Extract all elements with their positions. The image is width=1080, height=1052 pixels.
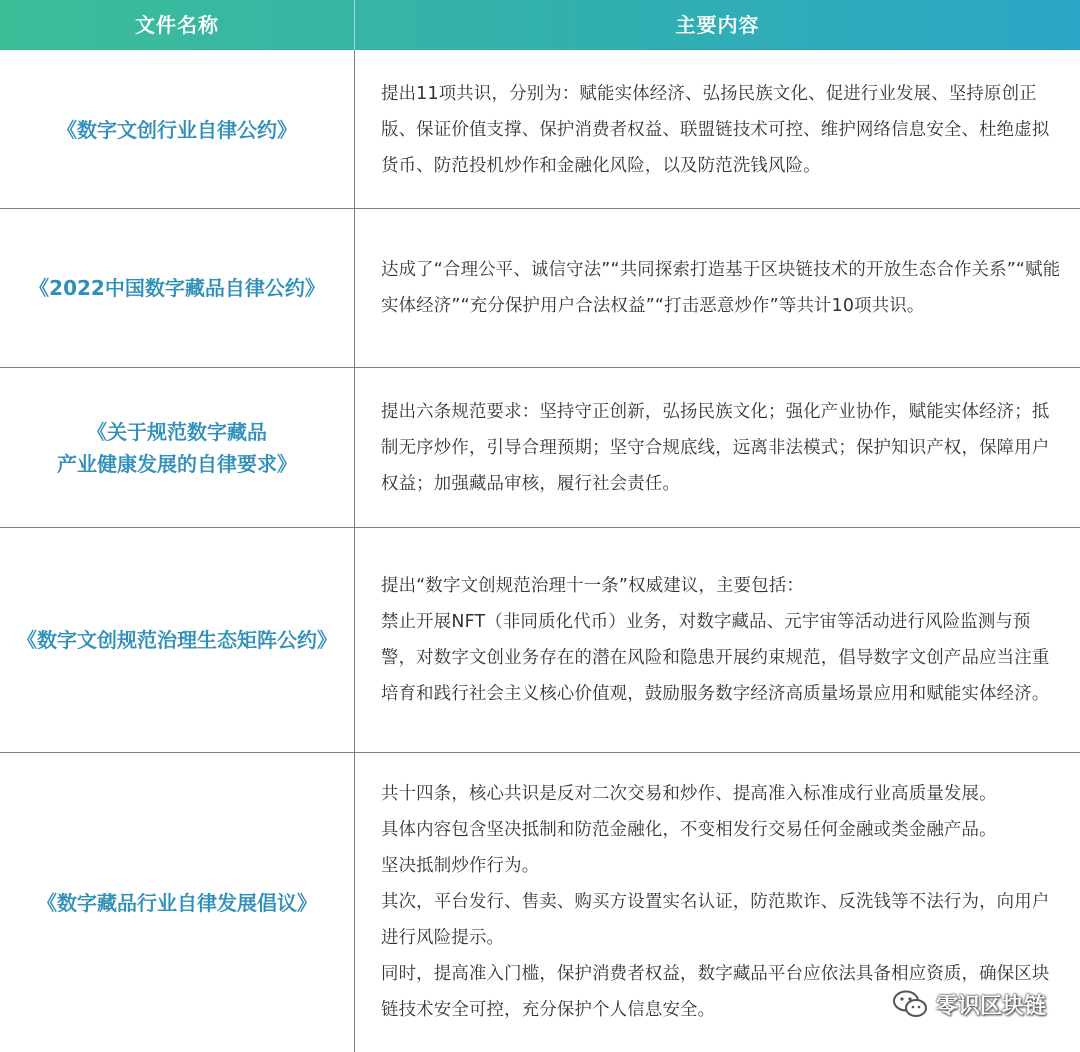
content-paragraph: 其次，平台发行、售卖、购买方设置实名认证，防范欺诈、反洗钱等不法行为，向用户进行风险提示。 bbox=[381, 892, 1050, 948]
content-paragraph: 提出六条规范要求：坚持守正创新，弘扬民族文化；强化产业协作，赋能实体经济；抵制无序炒作，引导合理预期；坚守合规底线，远离非法模式；保护知识产权，保障用户权益；加强藏品审核，履行社会责任。 bbox=[381, 401, 1050, 494]
table-row-name bbox=[0, 51, 354, 208]
watermark-text: 零识区块链 bbox=[935, 993, 1046, 1019]
content-paragraph: 提出11项共识，分别为：赋能实体经济、弘扬民族文化、促进行业发展、坚持原创正版、保证价值支撑、保护消费者权益、联盟链技术可控、维护网络信息安全、杜绝虚拟货币、防范投机炒作和金融化风险，以及防范洗钱风险。 bbox=[381, 83, 1050, 176]
row-name-line: 《关于规范数字藏品 bbox=[87, 419, 267, 444]
content-paragraph: 同时，提高准入门槛，保护消费者权益，数字藏品平台应依法具备相应资质，确保区块链技术安全可控，充分保护个人信息安全。 bbox=[381, 964, 1050, 1020]
row-name-line: 《数字文创规范治理生态矩阵公约》 bbox=[17, 628, 337, 652]
table-row-name bbox=[0, 209, 354, 367]
content-paragraph: 坚决抵制炒作行为。 bbox=[381, 856, 540, 876]
table-row-content bbox=[381, 209, 1061, 367]
content-paragraph: 禁止开展NFT（非同质化代币）业务，对数字藏品、元宇宙等活动进行风险监测与预警，对数字文创业务存在的潜在风险和隐患开展约束规范，倡导数字文创产品应当注重培育和践行社会主义核心价值观，鼓励服务数字经济高质量场景应用和赋能实体经济。 bbox=[381, 612, 1050, 704]
header-file-name: 文件名称 bbox=[135, 13, 219, 37]
row-name-line: 《2022中国数字藏品自律公约》 bbox=[29, 276, 325, 300]
header-main-content: 主要内容 bbox=[675, 13, 760, 37]
column-divider bbox=[354, 50, 355, 1052]
table-row-name bbox=[0, 528, 354, 752]
table-row-name bbox=[0, 368, 354, 527]
row-name-line: 《数字文创行业自律公约》 bbox=[57, 117, 297, 142]
content-paragraph: 达成了“合理公平、诚信守法”“共同探索打造基于区块链技术的开放生态合作关系”“赋能实体经济”“充分保护用户合法权益”“打击恶意炒作”等共计10项共识。 bbox=[381, 260, 1061, 316]
table-row-content bbox=[381, 528, 1061, 752]
content-paragraph: 共十四条，核心共识是反对二次交易和炒作、提高准入标准成行业高质量发展。 bbox=[381, 784, 997, 804]
wechat-icon bbox=[892, 989, 928, 1019]
content-paragraph: 提出“数字文创规范治理十一条”权威建议，主要包括： bbox=[381, 576, 805, 596]
table-row-content bbox=[381, 51, 1061, 208]
table-row-content bbox=[381, 368, 1061, 527]
row-name-line: 产业健康发展的自律要求》 bbox=[57, 451, 297, 476]
content-paragraph: 具体内容包含坚决抵制和防范金融化，不变相发行交易任何金融或类金融产品。 bbox=[381, 820, 997, 840]
table-row-name bbox=[0, 753, 354, 1052]
watermark bbox=[892, 986, 1046, 1022]
row-name-line: 《数字藏品行业自律发展倡议》 bbox=[37, 890, 317, 915]
table-header bbox=[0, 0, 1080, 50]
